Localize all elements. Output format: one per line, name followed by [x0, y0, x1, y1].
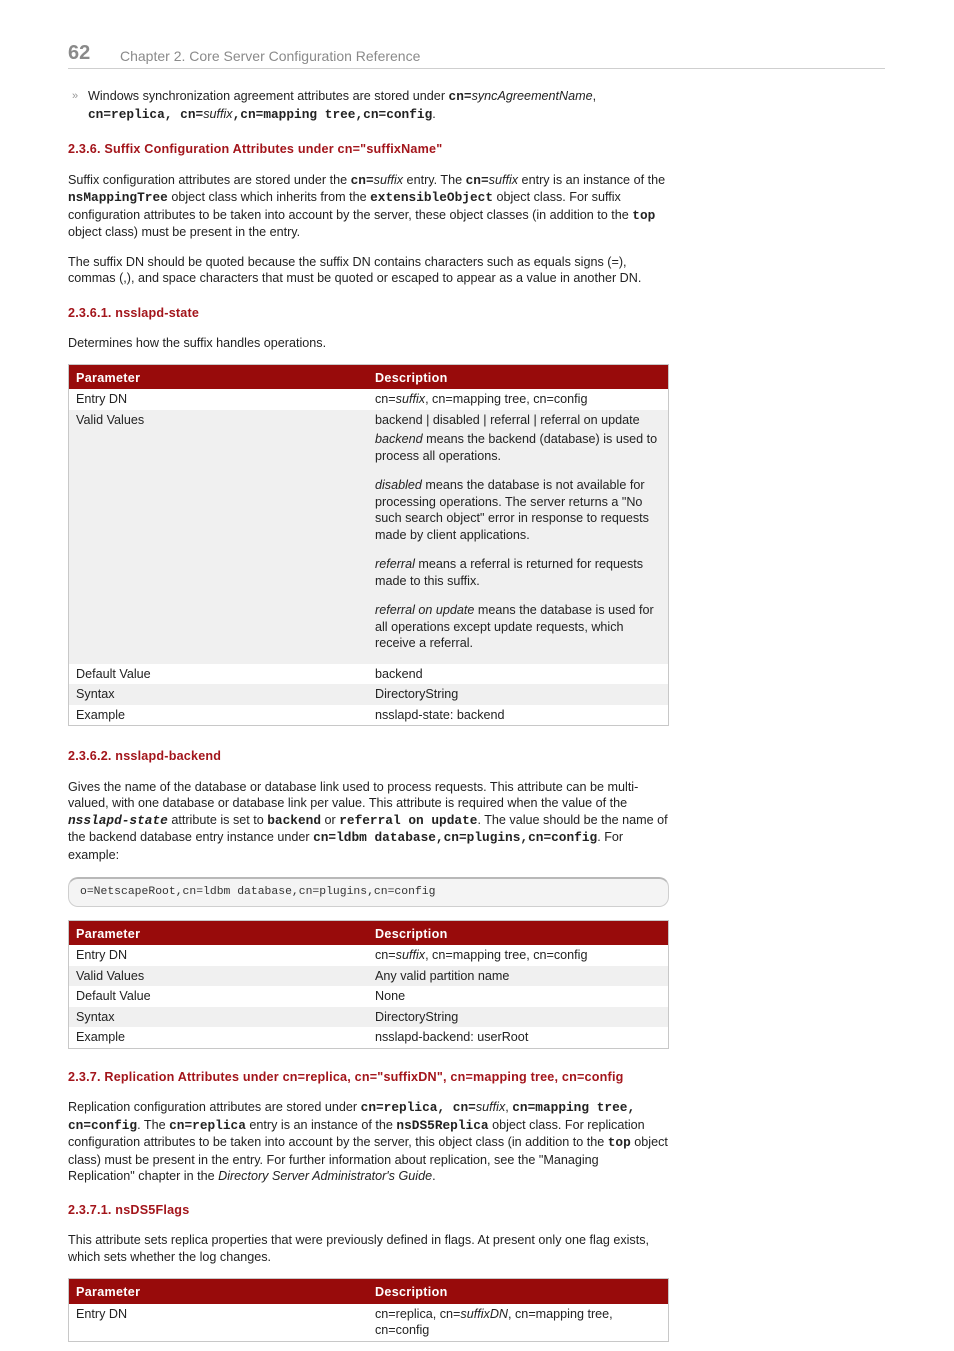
inline-code: referral on update — [339, 812, 478, 828]
text-run: Suffix configuration attributes are stored under the — [68, 172, 351, 187]
text-run: object class) must be present in the entry. — [68, 225, 301, 239]
table-cell: Valid Values — [69, 410, 369, 664]
table-row — [69, 1304, 669, 1342]
italic-text: suffix — [488, 172, 519, 187]
section-heading: 2.3.6. Suffix Configuration Attributes under cn="suffixName" — [68, 142, 443, 156]
table-cell: Entry DN — [76, 392, 128, 406]
inline-code: cn=replica, cn= — [360, 1100, 476, 1115]
text-run: or — [321, 812, 340, 827]
subsection-heading: 2.3.6.2. nsslapd-backend — [68, 749, 222, 763]
table-header-row — [69, 920, 669, 945]
table-row — [69, 945, 669, 966]
italic-text: suffix — [373, 172, 404, 187]
paragraph — [68, 172, 668, 241]
inline-code: cn= — [448, 89, 472, 104]
bullet-text: , — [592, 89, 597, 103]
table-row — [69, 684, 669, 705]
value-description — [375, 556, 661, 589]
parameter-table — [68, 1278, 669, 1342]
text-run: object class. For replication configuration attributes to be taken into account by the server, this object class (in addition to the — [68, 1117, 645, 1149]
table-cell: DirectoryString — [368, 684, 669, 705]
text-run: attribute is set to — [167, 812, 268, 827]
text-run: , cn=mapping tree, cn=config — [425, 948, 588, 962]
text-run: cn= — [375, 948, 396, 962]
paragraph — [68, 1099, 668, 1185]
text-run: entry is an instance of the — [245, 1117, 397, 1132]
table-row — [69, 705, 669, 726]
text-run: means the database is used for all operations except update requests, which receive a referral. — [375, 603, 654, 650]
table-header-row — [69, 364, 669, 389]
text-run: . — [432, 1169, 436, 1183]
text-run: Gives the name of the database or database link used to process requests. This attribute can be multi-valued, with one database or database link per value. This attribute is required when the value of the — [68, 779, 639, 810]
paragraph — [68, 779, 668, 864]
table-cell: Example — [76, 1030, 125, 1044]
column-header-description: Description — [368, 920, 669, 945]
value-description — [375, 602, 661, 652]
table-cell: Default Value — [76, 989, 151, 1003]
table-cell: Syntax — [69, 684, 369, 705]
bullet-text: Windows synchronization agreement attributes are stored under — [88, 89, 449, 103]
table-cell: Example — [76, 707, 125, 722]
text-run: entry. The — [403, 172, 466, 187]
table-row — [69, 410, 669, 664]
text-run: object class. For suffix configuration attributes to be taken into account by the server, these object classes (in addition to the — [68, 190, 633, 222]
inline-code: backend — [267, 812, 322, 828]
text-run: cn=replica, cn= — [375, 1306, 461, 1321]
page-header — [68, 42, 885, 69]
italic-text: referral on update — [375, 603, 475, 617]
inline-code: cn=replica — [169, 1117, 246, 1133]
list-item — [68, 88, 668, 123]
italic-text: suffix — [203, 106, 233, 121]
inline-code: top — [607, 1135, 631, 1150]
inline-code: cn=replica, cn= — [88, 106, 204, 122]
paragraph: Determines how the suffix handles operations. — [68, 336, 327, 350]
table-row — [69, 966, 669, 987]
text-run: , — [505, 1100, 513, 1114]
text-run: object class which inherits from the — [167, 190, 371, 204]
table-row — [69, 389, 669, 410]
text-run: , cn=mapping tree, cn=config — [425, 392, 588, 406]
text-run: cn= — [375, 392, 396, 406]
table-cell — [368, 389, 669, 410]
column-header-parameter: Parameter — [69, 920, 369, 945]
inline-code: ,cn=mapping tree,cn=config — [232, 106, 433, 122]
table-cell: Entry DN — [76, 948, 128, 962]
inline-code: nsDS5Replica — [396, 1117, 489, 1133]
italic-text: Directory Server Administrator's Guide — [218, 1169, 433, 1183]
table-row — [69, 1027, 669, 1048]
italic-text: syncAgreementName — [471, 89, 593, 103]
inline-code: top — [632, 207, 656, 223]
table-cell: None — [375, 989, 406, 1003]
text-run: Replication configuration attributes are stored under — [68, 1100, 361, 1114]
column-header-description: Description — [368, 364, 669, 389]
table-cell: DirectoryString — [368, 1007, 669, 1028]
text-run: . The value should be the name of the backend database entry instance under — [68, 812, 668, 844]
valid-values-list: backend | disabled | referral | referral on update — [375, 412, 640, 427]
table-cell: Any valid partition name — [368, 966, 669, 987]
table-cell — [368, 410, 669, 664]
italic-text: backend — [375, 432, 423, 446]
text-run: . The — [137, 1117, 170, 1132]
table-cell: backend — [375, 666, 423, 681]
table-row — [69, 1007, 669, 1028]
table-cell: Syntax — [69, 1007, 369, 1028]
table-cell: nsslapd-backend: userRoot — [375, 1030, 529, 1044]
subsection-heading: 2.3.7.1. nsDS5Flags — [68, 1202, 190, 1217]
text-run: , cn=mapping tree, cn=config — [375, 1306, 613, 1337]
table-row — [69, 664, 669, 685]
paragraph: This attribute sets replica properties that were previously defined in flags. At present only one flag exists, which sets whether the log changes. — [68, 1233, 650, 1264]
inline-code: cn= — [350, 172, 374, 188]
paragraph: The suffix DN should be quoted because the suffix DN contains characters such as equals signs (=), commas (,), and space characters that must be quoted or escaped to appear as a value in another DN. — [68, 254, 642, 285]
column-header-description: Description — [368, 1279, 669, 1304]
inline-code: cn=mapping tree, cn=config — [68, 1100, 636, 1133]
italic-text: disabled — [375, 478, 422, 492]
bullet-text: . — [432, 106, 436, 121]
italic-text: suffix — [395, 392, 426, 406]
table-cell: Default Value — [76, 666, 151, 681]
inline-code: extensibleObject — [370, 190, 493, 205]
text-run: means the database is not available for processing operations. The server returns a "No such search object" error in response to requests made by client applications. — [375, 478, 649, 542]
table-cell: Valid Values — [69, 966, 369, 987]
text-run: object class) must be present in the entry. For further information about replication, see the "Managing Replication" chapter in the — [68, 1135, 668, 1183]
text-run: means the backend (database) is used to process all operations. — [375, 432, 658, 463]
italic-text: suffixDN — [460, 1306, 509, 1321]
text-run: entry is an instance of the — [518, 172, 666, 187]
text-run: means a referral is returned for requests made to this suffix. — [375, 557, 644, 588]
parameter-table — [68, 920, 669, 1049]
table-row — [69, 986, 669, 1007]
column-header-parameter: Parameter — [69, 1279, 369, 1304]
page-number: 62 — [68, 42, 91, 64]
code-block: o=NetscapeRoot,cn=ldbm database,cn=plugins,cn=config — [68, 877, 669, 907]
page-content — [68, 88, 668, 1351]
column-header-parameter: Parameter — [69, 364, 369, 389]
italic-text: referral — [375, 557, 415, 571]
table-cell: Entry DN — [76, 1306, 128, 1321]
value-description — [375, 431, 661, 464]
inline-code: cn= — [465, 172, 489, 188]
inline-code: nsslapd-state — [68, 812, 168, 828]
value-description — [375, 477, 661, 543]
table-cell: nsslapd-state: backend — [375, 707, 505, 722]
italic-text: suffix — [395, 948, 426, 962]
chapter-title: Chapter 2. Core Server Configuration Reference — [120, 48, 421, 64]
subsection-heading: 2.3.6.1. nsslapd-state — [68, 305, 200, 320]
table-header-row — [69, 1279, 669, 1304]
parameter-table — [68, 364, 669, 727]
italic-text: suffix — [475, 1100, 506, 1114]
table-cell — [368, 945, 669, 966]
text-run: . For example: — [68, 830, 624, 862]
table-cell — [368, 1304, 669, 1342]
inline-code: cn=ldbm database,cn=plugins,cn=config — [313, 830, 598, 845]
bullet-icon: » — [72, 90, 79, 102]
section-heading: 2.3.7. Replication Attributes under cn=replica, cn="suffixDN", cn=mapping tree, cn=config — [68, 1069, 624, 1084]
inline-code: nsMappingTree — [68, 190, 168, 205]
